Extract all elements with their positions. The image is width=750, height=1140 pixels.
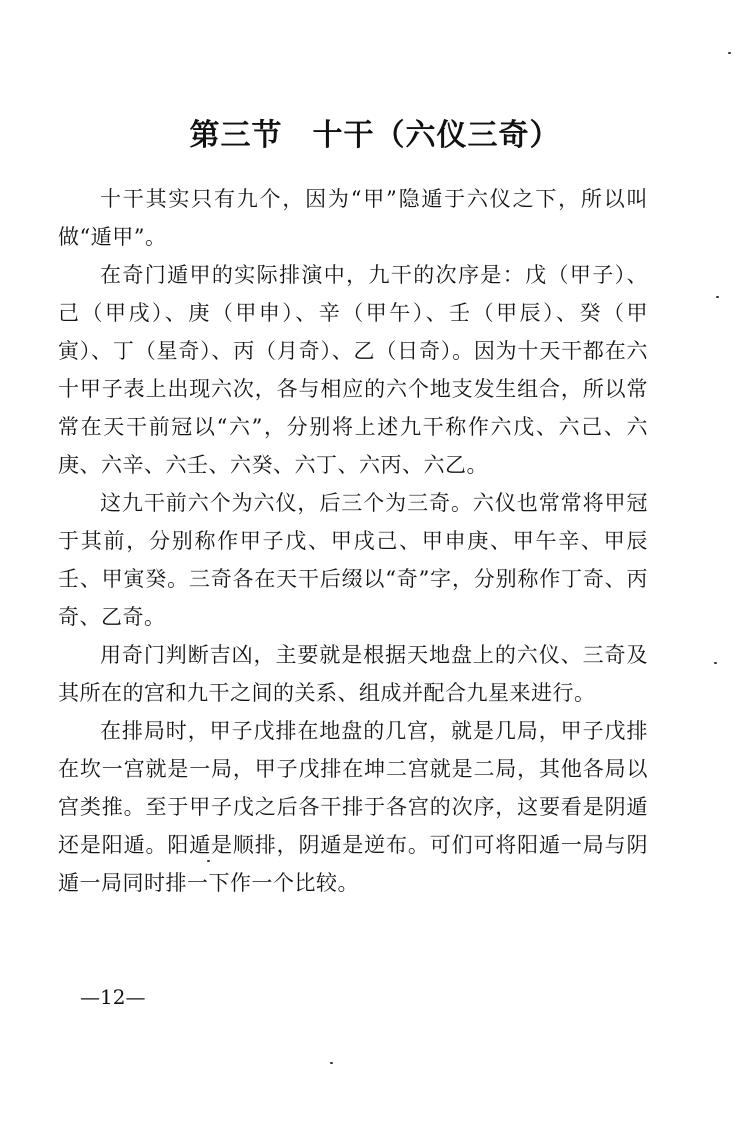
page-number: —12— (80, 985, 146, 1009)
paragraph: 在奇门遁甲的实际排演中，九干的次序是：戊（甲子）、己（甲戌）、庚（甲申）、辛（甲午）、壬（甲辰）、癸（甲寅）、丁（星奇）、丙（月奇）、乙（日奇）。因为十天干都在六十甲子表上出现六次，各与相应的六个地支发生组合，所以常常在天干前冠以“六”，分别将上述九干称作六戊、六己、六庚、六辛、六壬、六癸、六丁、六丙、六乙。 (58, 263, 648, 477)
paragraph: 用奇门判断吉凶，主要就是根据天地盘上的六仪、三奇及其所在的宫和九干之间的关系、组成并配合九星来进行。 (58, 643, 648, 705)
section-title (0, 110, 750, 154)
scan-speck (714, 662, 717, 664)
scan-speck (330, 1062, 333, 1064)
paragraph: 在排局时，甲子戊排在地盘的几宫，就是几局，甲子戊排在坎一宫就是一局，甲子戊排在坤二宫就是二局，其他各局以宫类推。至于甲子戊之后各干排于各宫的次序，这要看是阴遁还是阳遁。阳遁是顺排，阴遁是逆布。可们可将阳遁一局与阴遁一局同时排一下作一个比较。 (58, 719, 648, 895)
body-text (58, 180, 648, 902)
scan-speck (716, 296, 719, 298)
section-name: 十干（六仪三奇） (312, 118, 561, 153)
paragraph: 十干其实只有九个，因为“甲”隐遁于六仪之下，所以叫做“遁甲”。 (58, 187, 648, 249)
section-number: 第三节 (189, 118, 283, 153)
scan-speck (728, 52, 731, 54)
scan-speck (207, 860, 210, 862)
paragraph: 这九干前六个为六仪，后三个为三奇。六仪也常常将甲冠于其前，分别称作甲子戊、甲戌己、甲申庚、甲午辛、甲辰壬、甲寅癸。三奇各在天干后缀以“奇”字，分别称作丁奇、丙奇、乙奇。 (58, 491, 648, 629)
